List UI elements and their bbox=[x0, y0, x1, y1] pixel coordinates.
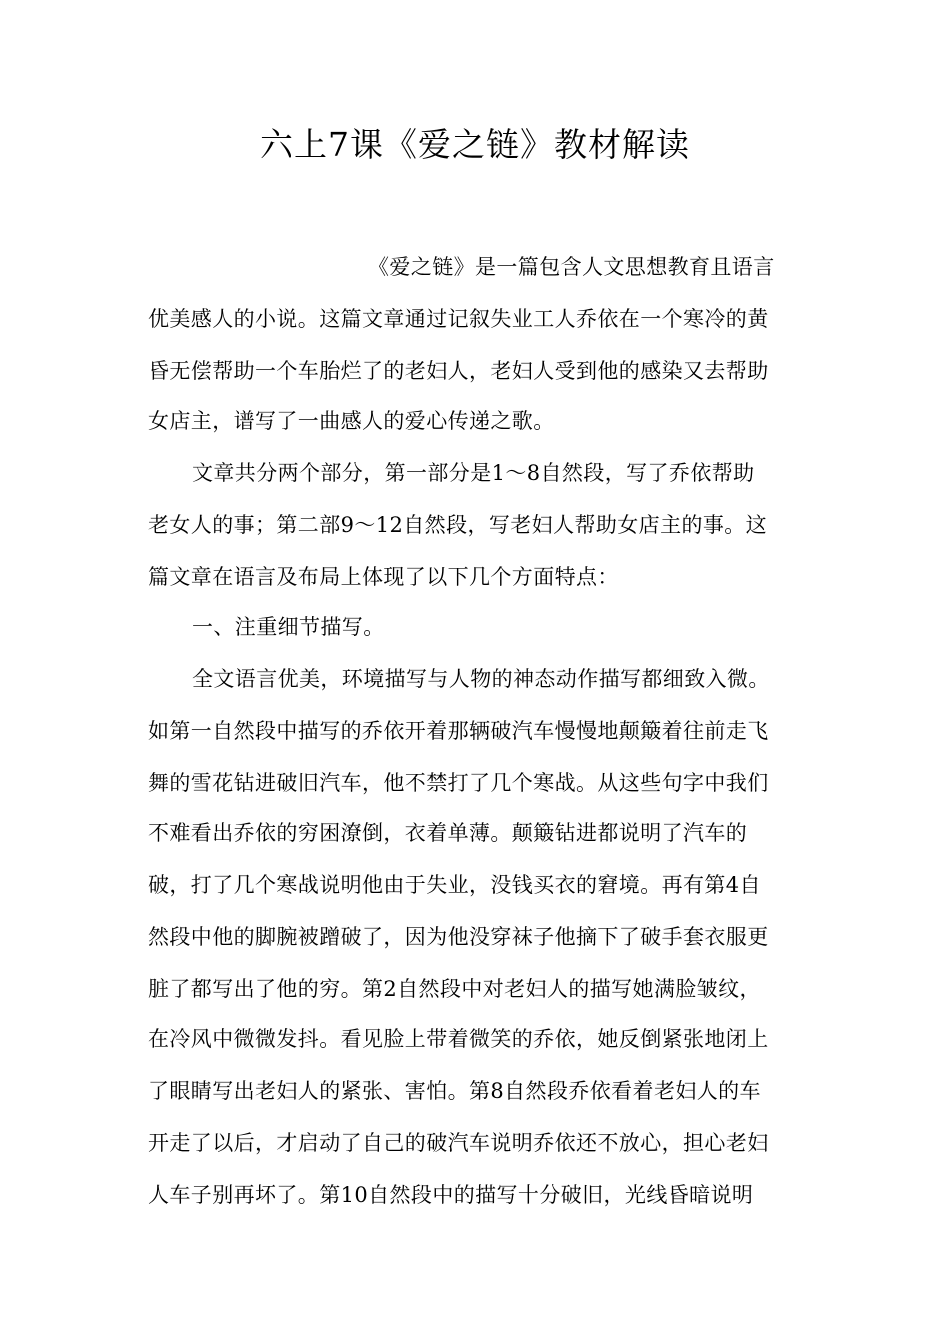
body-line: 《爱之链》是一篇包含人文思想教育且语言 bbox=[368, 255, 775, 279]
body-line: 开走了以后，才启动了自己的破汽车说明乔依还不放心，担心老妇 bbox=[148, 1131, 769, 1155]
body-line: 人车子别再坏了。第10自然段中的描写十分破旧，光线昏暗说明 bbox=[148, 1183, 754, 1207]
body-line: 不难看出乔依的穷困潦倒，衣着单薄。颠簸钻进都说明了汽车的 bbox=[148, 821, 748, 845]
body-line: 在冷风中微微发抖。看见脸上带着微笑的乔依，她反倒紧张地闭上 bbox=[148, 1027, 769, 1051]
document-title: 六上7课《爱之链》教材解读 bbox=[260, 125, 690, 164]
body-line: 破，打了几个寒战说明他由于失业，没钱买衣的窘境。再有第4自 bbox=[148, 873, 761, 897]
body-line: 篇文章在语言及布局上体现了以下几个方面特点： bbox=[148, 565, 619, 589]
section-heading: 一、注重细节描写。 bbox=[192, 615, 385, 639]
body-line: 脏了都写出了他的穷。第2自然段中对老妇人的描写她满脸皱纹， bbox=[148, 977, 761, 1001]
body-line: 全文语言优美，环境描写与人物的神态动作描写都细致入微。 bbox=[192, 667, 770, 691]
body-line: 然段中他的脚腕被蹭破了，因为他没穿袜子他摘下了破手套衣服更 bbox=[148, 925, 769, 949]
body-line: 舞的雪花钻进破旧汽车，他不禁打了几个寒战。从这些句字中我们 bbox=[148, 771, 769, 795]
body-line: 如第一自然段中描写的乔依开着那辆破汽车慢慢地颠簸着往前走飞 bbox=[148, 719, 769, 743]
body-line: 优美感人的小说。这篇文章通过记叙失业工人乔依在一个寒冷的黄 bbox=[148, 307, 769, 331]
body-line: 了眼睛写出老妇人的紧张、害怕。第8自然段乔依看着老妇人的车 bbox=[148, 1079, 761, 1103]
body-line: 文章共分两个部分，第一部分是1～8自然段，写了乔依帮助 bbox=[192, 461, 755, 485]
body-line: 昏无偿帮助一个车胎烂了的老妇人，老妇人受到他的感染又去帮助 bbox=[148, 359, 769, 383]
body-line: 女店主，谱写了一曲感人的爱心传递之歌。 bbox=[148, 409, 555, 433]
body-line: 老女人的事；第二部9～12自然段，写老妇人帮助女店主的事。这 bbox=[148, 513, 768, 537]
